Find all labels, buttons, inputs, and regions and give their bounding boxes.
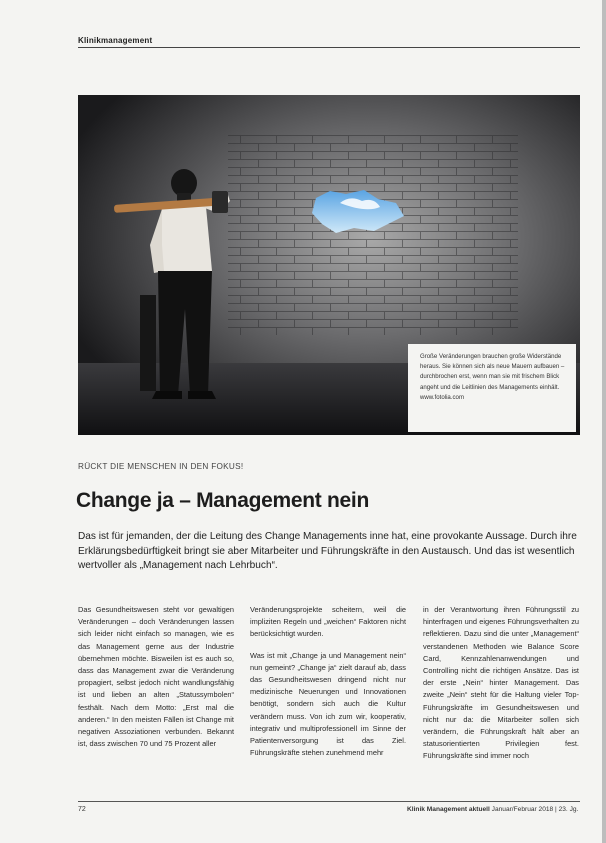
body-paragraph: Was ist mit „Change ja und Management nein“ nun gemeint? „Change ja“ zielt darauf ab, dass das Gesundheitswesen dringend nicht nur medizinische Neuerungen und Innovationen benötigt, sondern sich auch die Kultur verändern muss. Von ich zum wir, kooperativ, integrativ und multiprofessionell im Sinne der Patientenversorgung ist das Ziel. Führungskräfte stehen zunehmend mehr <box>250 650 406 758</box>
page-number: 72 <box>78 806 86 813</box>
body-column-3 <box>423 604 579 772</box>
journal-info <box>407 806 578 813</box>
page-edge <box>602 0 606 843</box>
article-headline: Change ja – Management nein <box>76 489 369 512</box>
photo-caption: Große Veränderungen brauchen große Widerstände heraus. Sie können sich als neue Mauern aufbauen – durchbrochen erst, wenn man sie mit frischem Blick angeht und die Leitlinien des Managements einhält. www.fotolia.com <box>408 344 576 432</box>
body-paragraph: Das Gesundheitswesen steht vor gewaltigen Veränderungen – doch Veränderungen lassen sich leider nicht einfach so managen, wie es das Management gerne aus der Industrie übernehmen möchte. Bisweilen ist es auch so, dass das Management zwar die Veränderung propagiert, selbst jedoch nicht wandlungsfähig ist und lieben an alten „Statussymbolen“ festhält. Nach dem Motto: „Erst mal die anderen.“ In den meisten Fällen ist Change mit negativen Assoziationen verbunden. Bekannt ist, dass zwischen 70 und 75 Prozent aller <box>78 605 234 749</box>
body-column-1 <box>78 604 234 759</box>
footer-divider <box>78 801 580 802</box>
journal-name: Klinik Management aktuell <box>407 806 490 813</box>
body-paragraph: in der Verantwortung ihren Führungsstil zu hinterfragen und eigenes Führungsverhalten zu reflektieren. Dazu sind die unter „Management“ verstandenen Methoden wie Balance Score Card, Kennzahlenanwendungen und Controlling nicht die richtigen Ansätze. Das ist der erste „Nein“ hinter Management. Das zweite „Nein“ steht für die Haltung vieler Top-Führungskräfte im Gesundheitswesen und nicht nur da: die Mitarbeiter sollen sich verändern, die Führungskraft hält aber an statusorientierten Privilegien fest. Führungskräfte sind immer noch <box>423 605 579 761</box>
article-lead: Das ist für jemanden, der die Leitung des Change Managements inne hat, eine provokante Aussage. Durch ihre Erklärungsbedürftigkeit bringt sie aber Mitarbeiter und Führungskräfte in den Austausch. Und das ist wesentlich wertvoller als „Management nach Lehrbuch“. <box>78 531 577 572</box>
body-paragraph: Veränderungsprojekte scheitern, weil die impliziten Regeln und „weichen“ Faktoren nicht berücksichtigt wurden. <box>250 605 406 639</box>
body-column-2 <box>250 604 406 768</box>
article-kicker: RÜCKT DIE MENSCHEN IN DEN FOKUS! <box>78 462 244 471</box>
journal-issue: Januar/Februar 2018 | 23. Jg. <box>489 806 579 813</box>
section-label: Klinikmanagement <box>78 36 153 45</box>
section-divider <box>78 47 580 48</box>
